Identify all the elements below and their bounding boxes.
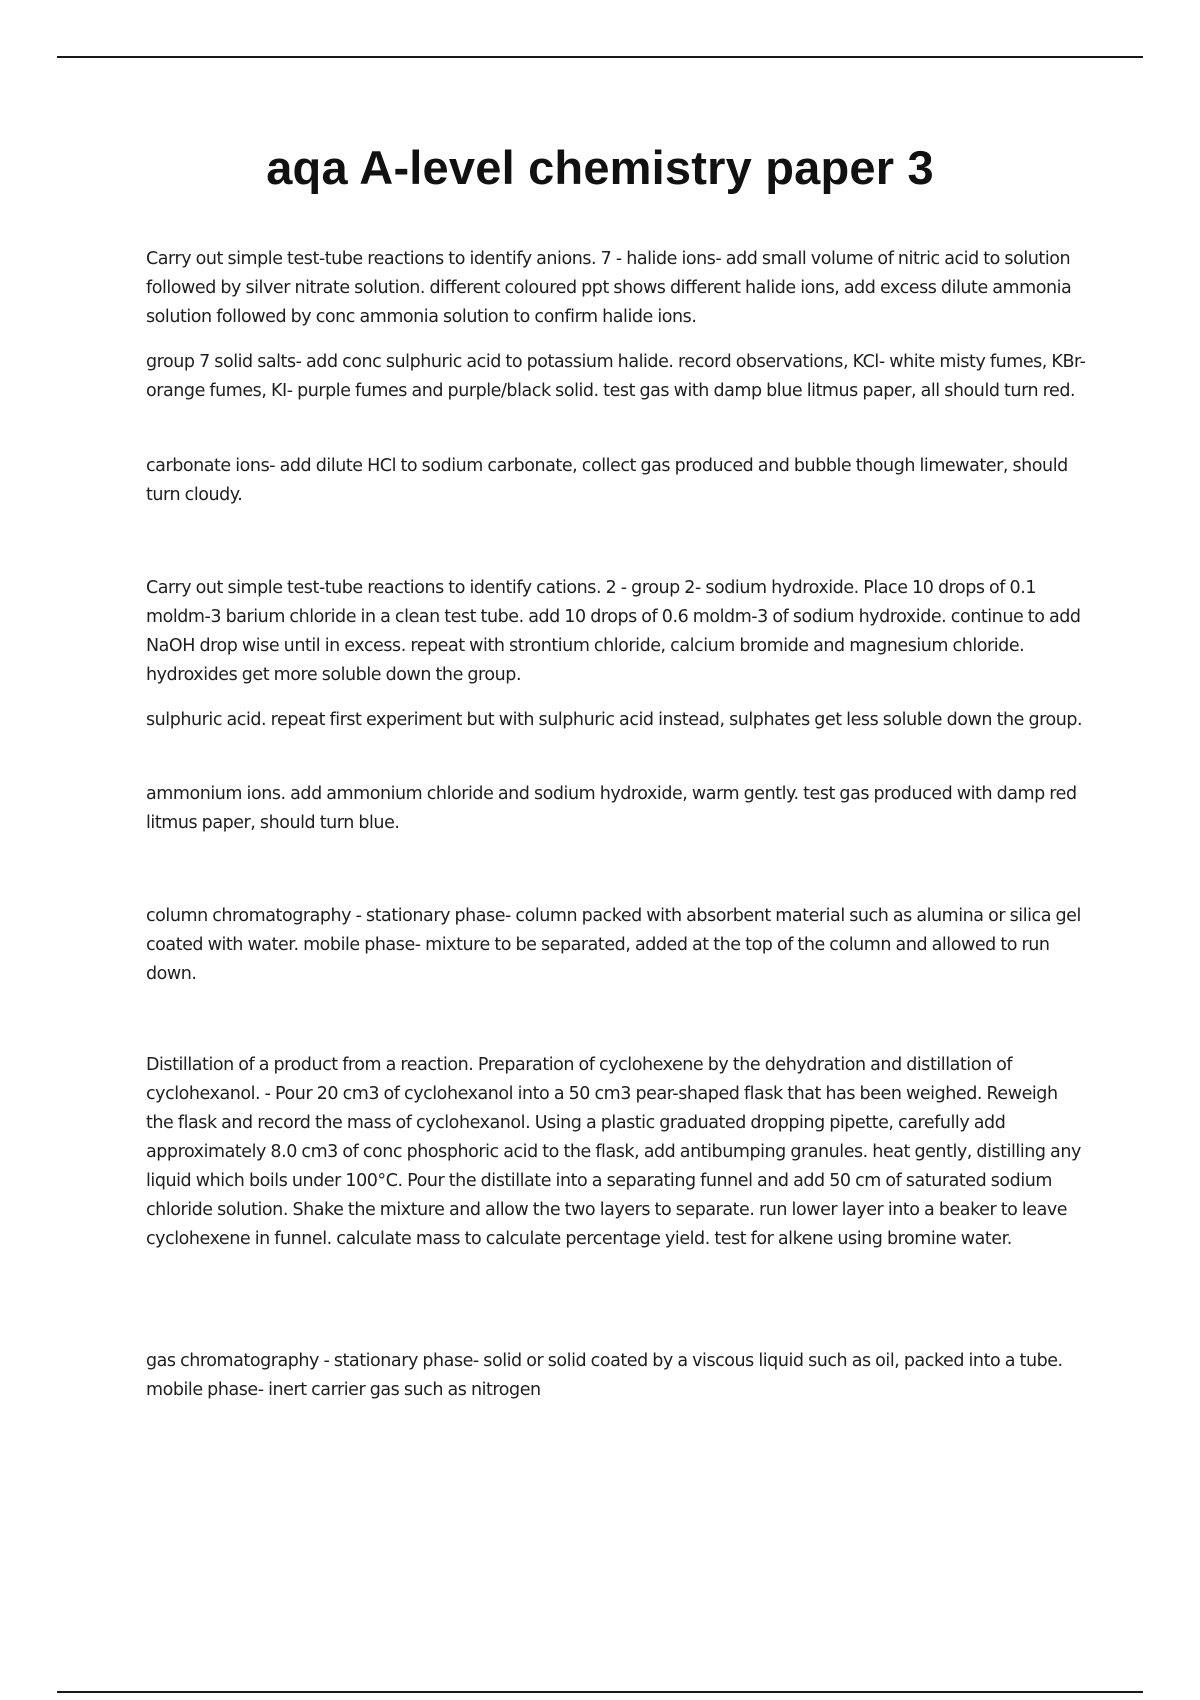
paragraph-carbonate-ions: carbonate ions- add dilute HCl to sodium carbonate, collect gas produced and bubble though limewater, should turn cloudy. [146,456,1068,505]
paragraph-anions: Carry out simple test-tube reactions to identify anions. 7 - halide ions- add small volume of nitric acid to solution followed by silver nitrate solution. different coloured ppt shows different halide ions, add excess dilute ammonia solution followed by conc ammonia solution to confirm halide ions. [146,249,1072,327]
paragraph-group7-salts: group 7 solid salts- add conc sulphuric acid to potassium halide. record observations, KCl- white misty fumes, KBr- orange fumes, KI- purple fumes and purple/black solid. test gas with damp blue litmus paper, all should turn red. [146,352,1086,401]
paragraph-ammonium-ions: ammonium ions. add ammonium chloride and sodium hydroxide, warm gently. test gas produced with damp red litmus paper, should turn blue. [146,784,1077,833]
top-rule [57,56,1143,58]
paragraph-distillation: Distillation of a product from a reaction. Preparation of cyclohexene by the dehydration and distillation of cyclohexanol. - Pour 20 cm3 of cyclohexanol into a 50 cm3 pear-shaped flask that has been weighed. Reweigh the flask and record the mass of cyclohexanol. Using a plastic graduated dropping pipette, carefully add approximately 8.0 cm3 of conc phosphoric acid to the flask, add antibumping granules. heat gently, distilling any liquid which boils under 100°C. Pour the distillate into a separating funnel and add 50 cm of saturated sodium chloride solution. Shake the mixture and allow the two layers to separate. run lower layer into a beaker to leave cyclohexene in funnel. calculate mass to calculate percentage yield. test for alkene using bromine water. [146,1055,1081,1249]
document-title: aqa A-level chemistry paper 3 [266,141,934,194]
paragraph-sulphuric-acid: sulphuric acid. repeat first experiment but with sulphuric acid instead, sulphates get less soluble down the group. [146,710,1083,730]
paragraph-column-chromatography: column chromatography - stationary phase- column packed with absorbent material such as alumina or silica gel coated with water. mobile phase- mixture to be separated, added at the top of the column and allowed to run down. [146,906,1081,984]
paragraph-gas-chromatography: gas chromatography - stationary phase- solid or solid coated by a viscous liquid such as oil, packed into a tube. mobile phase- inert carrier gas such as nitrogen [146,1351,1063,1400]
bottom-rule [57,1691,1143,1693]
paragraph-cations: Carry out simple test-tube reactions to identify cations. 2 - group 2- sodium hydroxide. Place 10 drops of 0.1 moldm-3 barium chloride in a clean test tube. add 10 drops of 0.6 moldm-3 of sodium hydroxide. continue to add NaOH drop wise until in excess. repeat with strontium chloride, calcium bromide and magnesium chloride. hydroxides get more soluble down the group. [146,578,1081,685]
